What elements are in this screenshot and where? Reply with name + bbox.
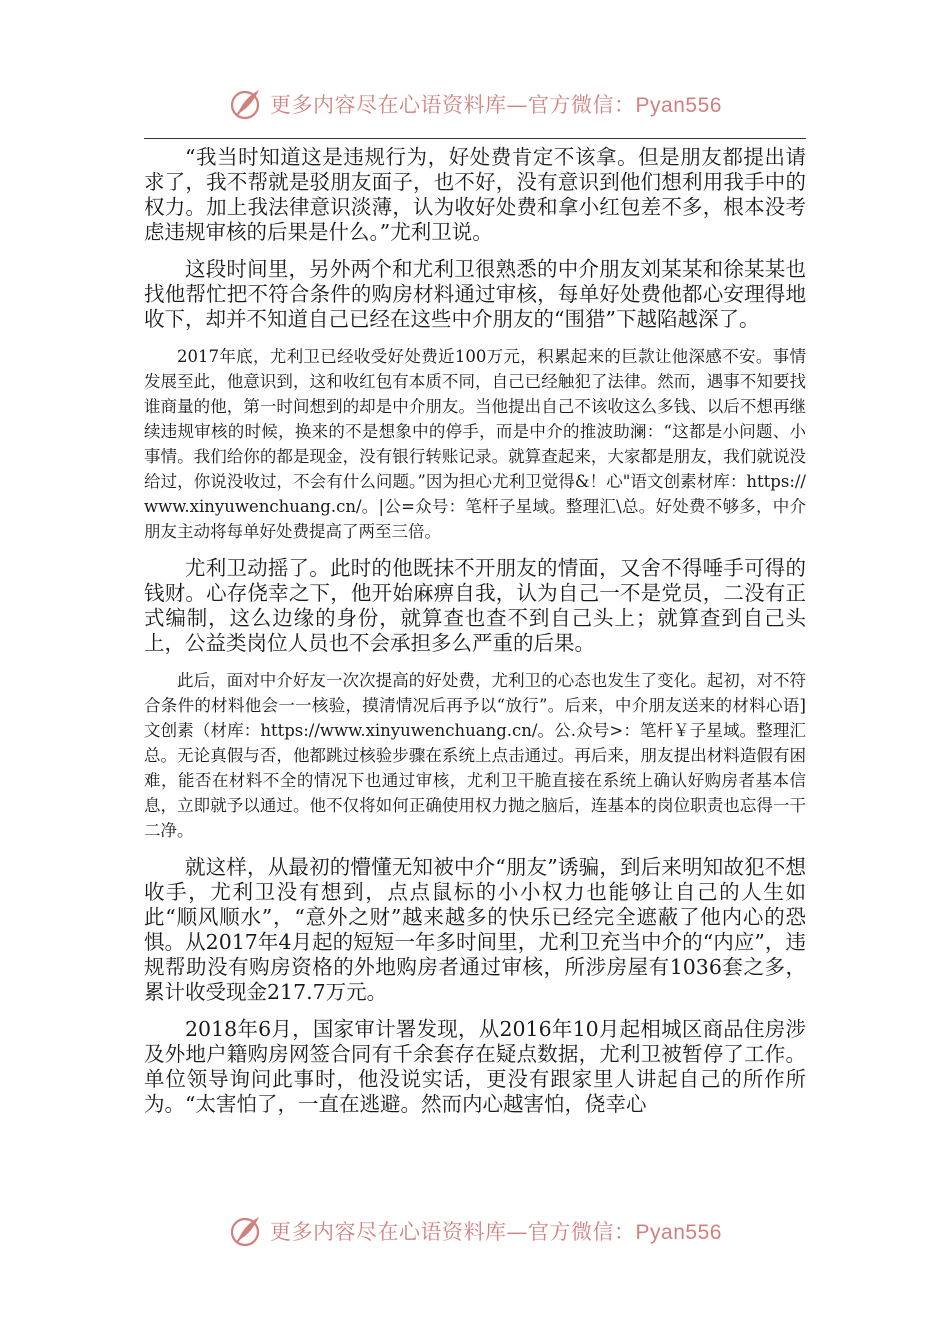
quill-pen-logo-icon	[228, 86, 264, 122]
header-watermark	[0, 82, 950, 126]
header-watermark-label: 更多内容尽在心语资料库—官方微信：	[270, 93, 636, 117]
article-paragraph: 2018年6月，国家审计署发现，从2016年10月起相城区商品住房涉及外地户籍购房网签合同有千余套存在疑点数据，尤利卫被暂停了工作。单位领导询问此事时，他没说实话，更没有跟家里人讲起自己的所作所为。“太害怕了，一直在逃避。然而内心越害怕，侥幸心	[144, 1017, 806, 1116]
header-divider	[144, 138, 806, 139]
article-paragraph: 就这样，从最初的懵懂无知被中介“朋友”诱骗，到后来明知故犯不想收手，尤利卫没有想到，点点鼠标的小小权力也能够让自己的人生如此“顺风顺水”，“意外之财”越来越多的快乐已经完全遮蔽了他内心的恐惧。从2017年4月起的短短一年多时间里，尤利卫充当中介的“内应”，违规帮助没有购房资格的外地购房者通过审核，所涉房屋有1036套之多，累计收受现金217.7万元。	[144, 855, 806, 1004]
article-paragraph: 这段时间里，另外两个和尤利卫很熟悉的中介朋友刘某某和徐某某也找他帮忙把不符合条件的购房材料通过审核，每单好处费他都心安理得地收下，却并不知道自己已经在这些中介朋友的“围猎”下越陷越深了。	[144, 257, 806, 331]
quill-pen-logo-icon	[228, 1213, 264, 1249]
article-paragraph: 此后，面对中介好友一次次提高的好处费，尤利卫的心态也发生了变化。起初，对不符合条件的材料他会一一核验，摸清情况后再予以“放行”。后来，中介朋友送来的材料心语]文创素（材库：https://www.xinyuwenchuang.cn/。公.众号>：笔杆￥子星域。整理汇总。无论真假与否，他都跳过核验步骤在系统上点击通过。再后来，朋友提出材料造假有困难，能否在材料不全的情况下也通过审核，尤利卫干脆直接在系统上确认好购房者基本信息，立即就予以通过。他不仅将如何正确使用权力抛之脑后，连基本的岗位职责也忘得一干二净。	[144, 671, 806, 840]
article-paragraph: 2017年底，尤利卫已经收受好处费近100万元，积累起来的巨款让他深感不安。事情发展至此，他意识到，这和收红包有本质不同，自己已经触犯了法律。然而，遇事不知要找谁商量的他，第一时间想到的却是中介朋友。当他提出自己不该收这么多钱、以后不想再继续违规审核的时候，换来的不是想象中的停手，而是中介的推波助澜：“这都是小问题、小事情。我们给你的都是现金，没有银行转账记录。就算查起来，大家都是朋友，我们就说没给过，你说没收过，不会有什么问题。”因为担心尤利卫觉得&！心"语文创素材库：https://www.xinyuwenchuang.cn/。|公=众号：笔杆子星域。整理汇\总。好处费不够多，中介朋友主动将每单好处费提高了两至三倍。	[144, 347, 806, 541]
header-watermark-text	[270, 89, 722, 119]
header-watermark-inner	[228, 86, 722, 122]
article-paragraph: “我当时知道这是违规行为，好处费肯定不该拿。但是朋友都提出请求了，我不帮就是驳朋友面子，也不好，没有意识到他们想利用我手中的权力。加上我法律意识淡薄，认为收好处费和拿小红包差不多，根本没考虑违规审核的后果是什么。”尤利卫说。	[144, 145, 806, 244]
footer-watermark-text	[270, 1216, 722, 1246]
article-paragraph: 尤利卫动摇了。此时的他既抹不开朋友的情面，又舍不得唾手可得的钱财。心存侥幸之下，他开始麻痹自我，认为自己一不是党员，二没有正式编制，这么边缘的身份，就算查也查不到自己头上；就算查到自己头上，公益类岗位人员也不会承担多么严重的后果。	[144, 556, 806, 655]
header-wechat-id: Pyan556	[635, 94, 722, 117]
footer-watermark	[0, 1209, 950, 1253]
footer-watermark-inner	[228, 1213, 722, 1249]
footer-watermark-label: 更多内容尽在心语资料库—官方微信：	[270, 1220, 636, 1244]
footer-wechat-id: Pyan556	[635, 1221, 722, 1244]
article-body	[144, 145, 806, 1129]
